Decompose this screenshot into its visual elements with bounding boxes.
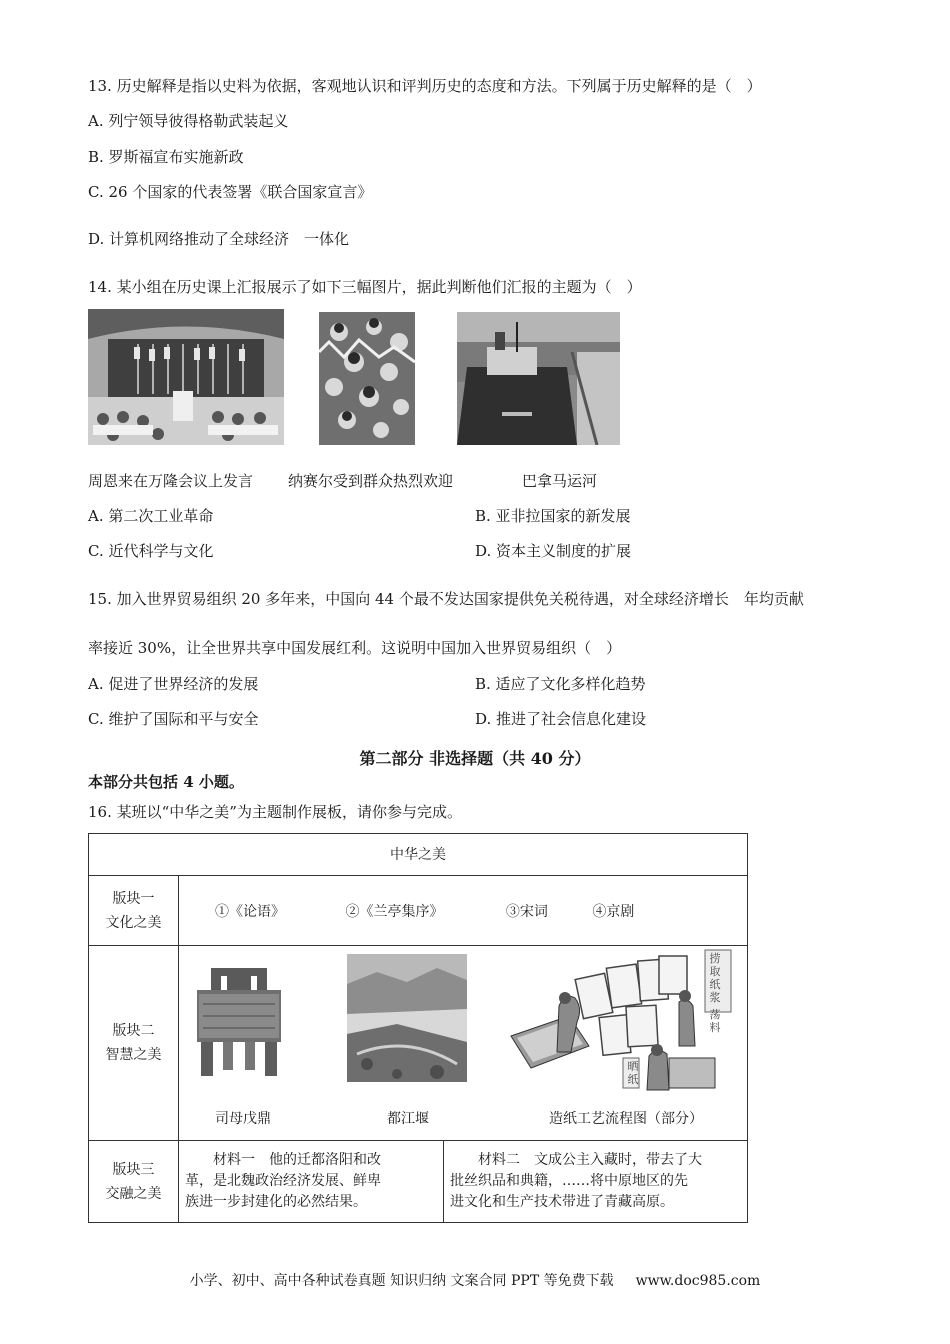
block1-item-1: ①《论语》	[215, 903, 285, 920]
block2-label	[89, 946, 179, 1141]
block3-label	[89, 1141, 179, 1223]
papermaking-caption: 造纸工艺流程图（部分）	[549, 1111, 703, 1127]
bandung-conference-photo	[88, 309, 284, 445]
block3-label-line2: 交融之美	[105, 1185, 162, 1202]
dujiangyan-caption: 都江堰	[387, 1111, 429, 1127]
part-two-note: 本部分共包括 4 小题。	[88, 773, 244, 791]
table-title: 中华之美	[89, 834, 748, 876]
part-two-title: 第二部分 非选择题（共 40 分）	[359, 749, 591, 768]
page-footer	[0, 1270, 950, 1290]
q16-stem: 16. 某班以“中华之美”为主题制作展板，请你参与完成。	[88, 803, 462, 821]
material-two-line3: 进文化和生产技术带进了青藏高原。	[450, 1194, 674, 1210]
block2-label-line2: 智慧之美	[105, 1047, 162, 1063]
q15-option-b: B. 适应了文化多样化趋势	[475, 675, 646, 693]
q13-option-a: A. 列宁领导彼得格勒武装起义	[88, 112, 289, 130]
material-one-line3: 族进一步封建化的必然结果。	[185, 1194, 367, 1210]
q14-option-b: B. 亚非拉国家的新发展	[475, 507, 631, 525]
q15-stem-line2: 率接近 30%，让全世界共享中国发展红利。这说明中国加入世界贸易组织（ ）	[88, 639, 622, 657]
q16-display-board-table	[88, 833, 748, 1223]
q15-option-a: A. 促进了世界经济的发展	[88, 675, 259, 693]
material-one	[179, 1141, 444, 1223]
material-one-line1: 材料一 他的迁都洛阳和改	[213, 1152, 381, 1168]
block1-label	[89, 876, 179, 946]
block2-label-line1: 版块二	[112, 1023, 155, 1039]
dujiangyan-image	[347, 954, 467, 1082]
block1-item-3: ③宋词	[505, 903, 548, 920]
footer-url[interactable]: www.doc985.com	[635, 1273, 761, 1289]
material-two-line1: 材料二 文成公主入藏时，带去了大	[478, 1152, 702, 1168]
material-two-line2: 批丝织品和典籍，……将中原地区的先	[450, 1173, 688, 1189]
papermaking-label-1: 捞取纸浆	[709, 952, 721, 1004]
block1-label-line1: 版块一	[112, 890, 155, 907]
block1-items	[179, 876, 748, 946]
q13-option-d: D. 计算机网络推动了全球经济 一体化	[88, 230, 350, 248]
footer-text: 小学、初中、高中各种试卷真题 知识归纳 文案合同 PPT 等免费下载	[189, 1273, 614, 1289]
papermaking-label-2: 荡料	[709, 1008, 721, 1034]
panama-canal-photo	[457, 312, 620, 445]
q14-option-a: A. 第二次工业革命	[88, 507, 214, 525]
q13-option-c: C. 26 个国家的代表签署《联合国家宣言》	[88, 183, 373, 201]
simuwu-ding-image	[189, 954, 289, 1082]
q14-caption-2: 纳赛尔受到群众热烈欢迎	[288, 472, 454, 490]
nasser-crowd-photo	[319, 312, 415, 445]
block1-label-line2: 文化之美	[105, 914, 162, 931]
q13-stem: 13. 历史解释是指以史料为依据，客观地认识和评判历史的态度和方法。下列属于历史解释的是（ ）	[88, 77, 762, 95]
block1-item-2: ②《兰亭集序》	[345, 903, 444, 920]
q14-option-d: D. 资本主义制度的扩展	[475, 542, 632, 560]
q14-caption-3: 巴拿马运河	[522, 472, 598, 490]
papermaking-process-image	[509, 946, 734, 1096]
q14-stem: 14. 某小组在历史课上汇报展示了如下三幅图片，据此判断他们汇报的主题为（ ）	[88, 278, 642, 296]
q13-option-b: B. 罗斯福宣布实施新政	[88, 148, 244, 166]
q15-option-d: D. 推进了社会信息化建设	[475, 710, 647, 728]
q15-option-c: C. 维护了国际和平与安全	[88, 710, 259, 728]
q15-stem-line1: 15. 加入世界贸易组织 20 多年来，中国向 44 个最不发达国家提供免关税待遇，对全球经济增长 年均贡献	[88, 590, 804, 608]
material-one-line2: 革，是北魏政治经济发展、鲜卑	[185, 1173, 381, 1189]
q14-option-c: C. 近代科学与文化	[88, 542, 214, 560]
block1-item-4: ④京剧	[592, 903, 635, 920]
papermaking-label-3: 晒纸	[627, 1060, 639, 1086]
q14-caption-1: 周恩来在万隆会议上发言	[88, 472, 254, 490]
material-two	[444, 1141, 748, 1223]
block3-label-line1: 版块三	[112, 1161, 155, 1178]
simuwu-ding-caption: 司母戊鼎	[215, 1111, 271, 1127]
block2-images	[179, 946, 748, 1141]
